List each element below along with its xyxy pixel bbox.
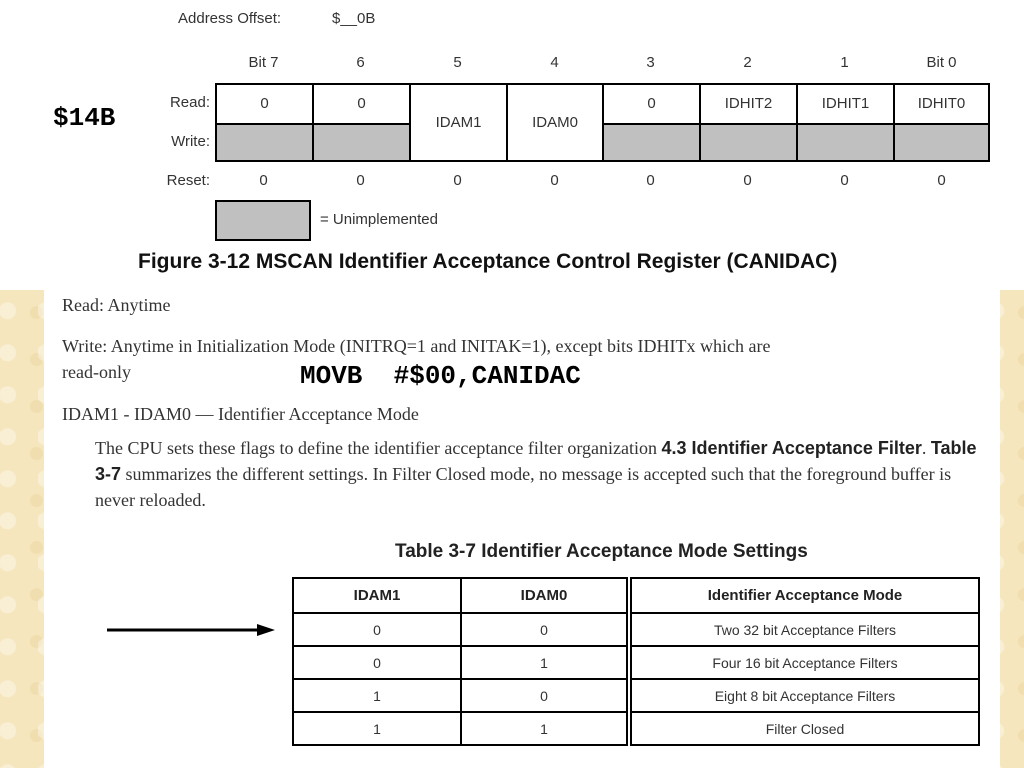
cell-idam1: 1 bbox=[293, 712, 461, 745]
cell-idam0: 0 bbox=[461, 613, 629, 646]
header-mode: Identifier Acceptance Mode bbox=[629, 578, 979, 613]
write-access-text-line2: read-only bbox=[62, 362, 131, 382]
table-row bbox=[293, 712, 979, 745]
reset-bit-5: 0 bbox=[453, 172, 462, 189]
write-bit-0-unimplemented bbox=[893, 123, 990, 162]
header-idam1: IDAM1 bbox=[293, 578, 461, 613]
bit-header-5: 5 bbox=[453, 54, 462, 71]
table-row bbox=[293, 679, 979, 712]
bit-header-7: Bit 7 bbox=[248, 54, 279, 71]
cell-mode: Eight 8 bit Acceptance Filters bbox=[629, 679, 979, 712]
write-bit-2-unimplemented bbox=[699, 123, 798, 162]
address-offset-value: $__0B bbox=[332, 10, 376, 27]
read-bit-4-idam0: IDAM0 bbox=[506, 83, 604, 162]
cell-idam0: 1 bbox=[461, 712, 629, 745]
figure-caption: Figure 3-12 MSCAN Identifier Acceptance Control Register (CANIDAC) bbox=[138, 250, 838, 273]
cell-idam1: 1 bbox=[293, 679, 461, 712]
field-title: IDAM1 - IDAM0 — Identifier Acceptance Mode bbox=[62, 404, 419, 424]
write-bit-6-unimplemented bbox=[312, 123, 411, 162]
arrow-right-icon bbox=[107, 622, 275, 638]
bit-header-4: 4 bbox=[550, 54, 559, 71]
table-reference: Table 3-7 bbox=[95, 438, 977, 484]
reset-bit-2: 0 bbox=[743, 172, 752, 189]
para-text-end: summarizes the different settings. In Filter Closed mode, no message is accepted such that the foreground buffer is never reloaded. bbox=[95, 464, 952, 510]
read-bit-5-idam1: IDAM1 bbox=[409, 83, 508, 162]
cell-idam1: 0 bbox=[293, 613, 461, 646]
cell-mode: Four 16 bit Acceptance Filters bbox=[629, 646, 979, 679]
read-row-label: Read: bbox=[169, 94, 210, 111]
read-access-text: Read: Anytime bbox=[62, 295, 171, 315]
table-row bbox=[293, 613, 979, 646]
unimplemented-legend-text: = Unimplemented bbox=[320, 211, 438, 228]
bit-header-0: Bit 0 bbox=[926, 54, 957, 71]
table-header-row bbox=[293, 578, 979, 613]
read-bit-7: 0 bbox=[215, 83, 314, 125]
cell-idam0: 1 bbox=[461, 646, 629, 679]
read-bit-1-idhit1: IDHIT1 bbox=[796, 83, 895, 125]
reset-bit-1: 0 bbox=[840, 172, 849, 189]
cell-idam0: 0 bbox=[461, 679, 629, 712]
code-instruction: MOVB #$00,CANIDAC bbox=[300, 361, 581, 391]
table-row bbox=[293, 646, 979, 679]
bit-header-1: 1 bbox=[840, 54, 849, 71]
description-paragraph bbox=[95, 435, 985, 513]
reset-bit-6: 0 bbox=[356, 172, 365, 189]
para-text-start: The CPU sets these flags to define the identifier acceptance filter organization bbox=[95, 438, 662, 458]
reset-row-label: Reset: bbox=[166, 172, 210, 189]
cell-mode: Filter Closed bbox=[629, 712, 979, 745]
para-text-mid: . bbox=[921, 438, 931, 458]
read-bit-0-idhit0: IDHIT0 bbox=[893, 83, 990, 125]
write-row-label: Write: bbox=[171, 133, 210, 150]
reset-bit-7: 0 bbox=[259, 172, 268, 189]
read-bit-2-idhit2: IDHIT2 bbox=[699, 83, 798, 125]
write-bit-1-unimplemented bbox=[796, 123, 895, 162]
reset-bit-4: 0 bbox=[550, 172, 559, 189]
section-reference: 4.3 Identifier Acceptance Filter bbox=[661, 438, 922, 458]
bit-header-6: 6 bbox=[356, 54, 365, 71]
header-idam0: IDAM0 bbox=[461, 578, 629, 613]
write-bit-3-unimplemented bbox=[602, 123, 701, 162]
reset-bit-0: 0 bbox=[937, 172, 946, 189]
address-offset-label: Address Offset: bbox=[178, 10, 282, 27]
write-access-text-line1: Write: Anytime in Initialization Mode (INITRQ=1 and INITAK=1), except bits IDHITx which are bbox=[62, 336, 771, 356]
acceptance-mode-table bbox=[292, 577, 980, 746]
cell-mode: Two 32 bit Acceptance Filters bbox=[629, 613, 979, 646]
register-absolute-address: $14B bbox=[53, 103, 116, 133]
read-bit-6: 0 bbox=[312, 83, 411, 125]
reset-bit-3: 0 bbox=[646, 172, 655, 189]
read-bit-3: 0 bbox=[602, 83, 701, 125]
bit-header-2: 2 bbox=[743, 54, 752, 71]
cell-idam1: 0 bbox=[293, 646, 461, 679]
write-bit-7-unimplemented bbox=[215, 123, 314, 162]
table-caption: Table 3-7 Identifier Acceptance Mode Settings bbox=[395, 541, 808, 562]
bit-header-3: 3 bbox=[646, 54, 655, 71]
unimplemented-legend-swatch bbox=[215, 200, 311, 241]
